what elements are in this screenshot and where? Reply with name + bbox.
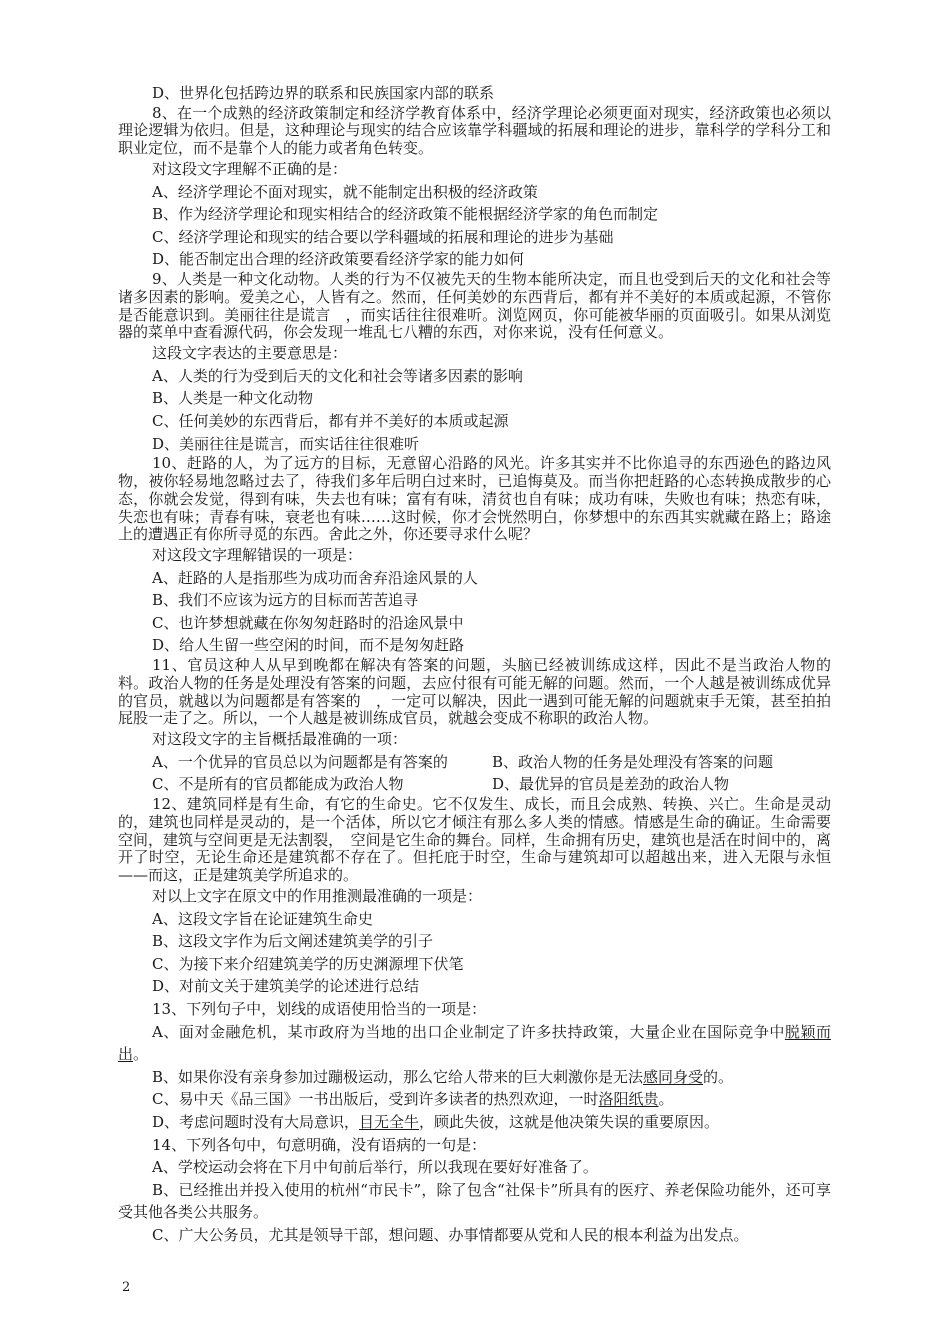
q8-option-c: C、经济学理论和现实的结合要以学科疆域的拓展和理论的进步为基础	[152, 227, 614, 246]
q10-option-d: D、给人生留一些空闲的时间，而不是匆匆赶路	[152, 636, 465, 655]
q8-option-d: D、能否制定出合理的经济政策要看经济学家的能力如何	[152, 250, 525, 269]
q14-stem: 14、下列各句中，句意明确，没有语病的一句是：	[152, 1135, 487, 1154]
q11-option-d: D、最优异的官员是差劲的政治人物	[492, 775, 730, 794]
q13-a-text: A、面对金融危机，某市政府为当地的出口企业制定了许多扶持政策，大量企业在国际竞争中	[152, 1022, 785, 1041]
q8-option-b: B、作为经济学理论和现实相结合的经济政策不能根据经济学家的角色而制定	[152, 205, 659, 224]
q10-question: 对这段文字理解错误的一项是：	[152, 546, 363, 565]
q12-option-d: D、对前文关于建筑美学的论述进行总结	[152, 977, 420, 996]
q11-option-b: B、政治人物的任务是处理没有答案的问题	[492, 752, 774, 771]
q7-option-d: D、世界化包括跨边界的联系和民族国家内部的联系	[152, 84, 495, 102]
q9-option-d: D、美丽往往是谎言，而实话往往很难听	[152, 434, 420, 453]
q11-options-row-1	[118, 751, 831, 774]
q13-stem: 13、下列句子中，划线的成语使用恰当的一项是：	[152, 999, 487, 1018]
q12-passage: 12、建筑同样是有生命，有它的生命史。它不仅发生、成长，而且会成熟、转换、兴亡。生命是灵动的，建筑也同样是灵动的，是一个活体，所以它才倾注有那么多人类的情感。情感是生命的确证。生命需要空间，建筑与空间更是无法割裂， 空间是它生命的舞台。同样，生命拥有历史，建筑也是活在时间中的，离开了时空，无论生命还是建筑都不存在了。但托庇于时空，生命与建筑却可以超越出来，进入无限与永恒——而这，正是建筑美学所追求的。	[118, 795, 831, 885]
q11-option-a: A、一个优异的官员总以为问题都是有答案的	[152, 752, 448, 771]
q12-question: 对以上文字在原文中的作用推测最准确的一项是：	[152, 887, 483, 906]
q13-a-end: 。	[133, 1045, 149, 1064]
q14-option-b: B、已经推出并投入使用的杭州“市民卡”，除了包含“社保卡”所具有的医疗、养老保险功能外，还可享受其他各类公共服务。	[118, 1180, 831, 1222]
q13-b-end: 的。	[703, 1067, 734, 1086]
q13-b-idiom: 感同身受	[643, 1067, 704, 1086]
q13-d-end: ，顾此失彼，这就是他决策失误的重要原因。	[419, 1112, 720, 1131]
q13-option-c	[118, 1088, 831, 1111]
page-number: 2	[122, 1280, 131, 1295]
document-body	[118, 82, 831, 1247]
q12-option-a: A、这段文字旨在论证建筑生命史	[152, 909, 373, 928]
q9-option-a: A、人类的行为受到后天的文化和社会等诸多因素的影响	[152, 366, 523, 385]
q9-option-b: B、人类是一种文化动物	[152, 389, 314, 408]
q13-c-end: 。	[658, 1090, 674, 1109]
q13-b-text: B、如果你没有亲身参加过蹦极运动，那么它给人带来的巨大刺激你是无法	[152, 1067, 644, 1086]
q8-question: 对这段文字理解不正确的是：	[152, 159, 348, 178]
q13-d-text: D、考虑问题时没有大局意识，	[152, 1112, 360, 1131]
q13-a-idiom: 脱颖而出	[118, 1022, 831, 1064]
q9-question: 这段文字表达的主要意思是：	[152, 344, 348, 363]
q13-c-idiom: 洛阳纸贵	[598, 1090, 659, 1109]
q10-option-b: B、我们不应该为远方的目标而苦苦追寻	[152, 591, 419, 610]
q12-option-c: C、为接下来介绍建筑美学的历史渊源埋下伏笔	[152, 954, 464, 973]
q8-passage: 8、在一个成熟的经济政策制定和经济学教育体系中，经济学理论必须更面对现实，经济政策也必须以理论逻辑为依归。但是，这种理论与现实的结合应该靠学科疆域的拓展和理论的进步，靠科学的学科分工和职业定位，而不是靠个人的能力或者角色转变。	[118, 103, 831, 158]
q11-option-c: C、不是所有的官员都能成为政治人物	[152, 775, 404, 794]
q14-option-c: C、广大公务员，尤其是领导干部，想问题、办事情都要从党和人民的根本利益为出发点。	[152, 1225, 749, 1244]
q10-passage: 10、赶路的人，为了远方的目标，无意留心沿路的风光。许多其实并不比你追寻的东西逊色的路边风物，被你轻易地忽略过去了，待我们多年后明白过来时，已追悔莫及。而当你把赶路的心态转换成散步的心态，你就会发觉，得到有味，失去也有味；富有有味，清贫也自有味；成功有味，失败也有味；热恋有味，失恋也有味；青春有味，衰老也有味……这时候，你才会恍然明白，你梦想中的东西其实就藏在路上；路途上的遭遇正有你所寻觅的东西。舍此之外，你还要寻求什么呢？	[118, 454, 831, 544]
q13-d-idiom: 目无全牛	[359, 1112, 420, 1131]
q11-passage: 11、官员这种人从早到晚都在解决有答案的问题，头脑已经被训练成这样，因此不是当政治人物的料。政治人物的任务是处理没有答案的问题，去应付很有可能无解的问题。然而，一个人越是被训练成优异的官员，就越以为问题都是有答案的 ，一定可以解决，因此一遇到可能无解的问题就束手无策，甚至拍拍屁股一走了之。所以，一个人越是被训练成官员，就越会变成不称职的政治人物。	[118, 656, 831, 728]
q10-option-c: C、也许梦想就藏在你匆匆赶路时的沿途风景中	[152, 613, 464, 632]
q11-question: 对这段文字的主旨概括最准确的一项：	[152, 730, 408, 749]
q10-option-a: A、赶路的人是指那些为成功而舍弃沿途风景的人	[152, 568, 478, 587]
q13-option-b	[118, 1066, 831, 1089]
q12-option-b: B、这段文字作为后文阐述建筑美学的引子	[152, 932, 434, 951]
q14-option-a: A、学校运动会将在下月中旬前后举行，所以我现在要好好准备了。	[152, 1158, 598, 1177]
q13-option-a	[118, 1021, 831, 1066]
q13-c-text: C、易中天《品三国》一书出版后，受到许多读者的热烈欢迎，一时	[152, 1090, 599, 1109]
q11-options-row-2	[118, 773, 831, 796]
q8-option-a: A、经济学理论不面对现实，就不能制定出积极的经济政策	[152, 182, 538, 201]
q9-passage: 9、人类是一种文化动物。人类的行为不仅被先天的生物本能所决定，而且也受到后天的文化和社会等诸多因素的影响。爱美之心，人皆有之。然而，任何美妙的东西背后，都有并不美好的本质或起源，不管你是否能意识到。美丽往往是谎言 ，而实话往往很难听。浏览网页，你可能被华丽的页面吸引。如果从浏览器的菜单中查看源代码，你会发现一堆乱七八糟的东西，对你来说，没有任何意义。	[118, 269, 831, 342]
q9-option-c: C、任何美妙的东西背后，都有并不美好的本质或起源	[152, 411, 509, 430]
q13-option-d	[118, 1111, 831, 1134]
